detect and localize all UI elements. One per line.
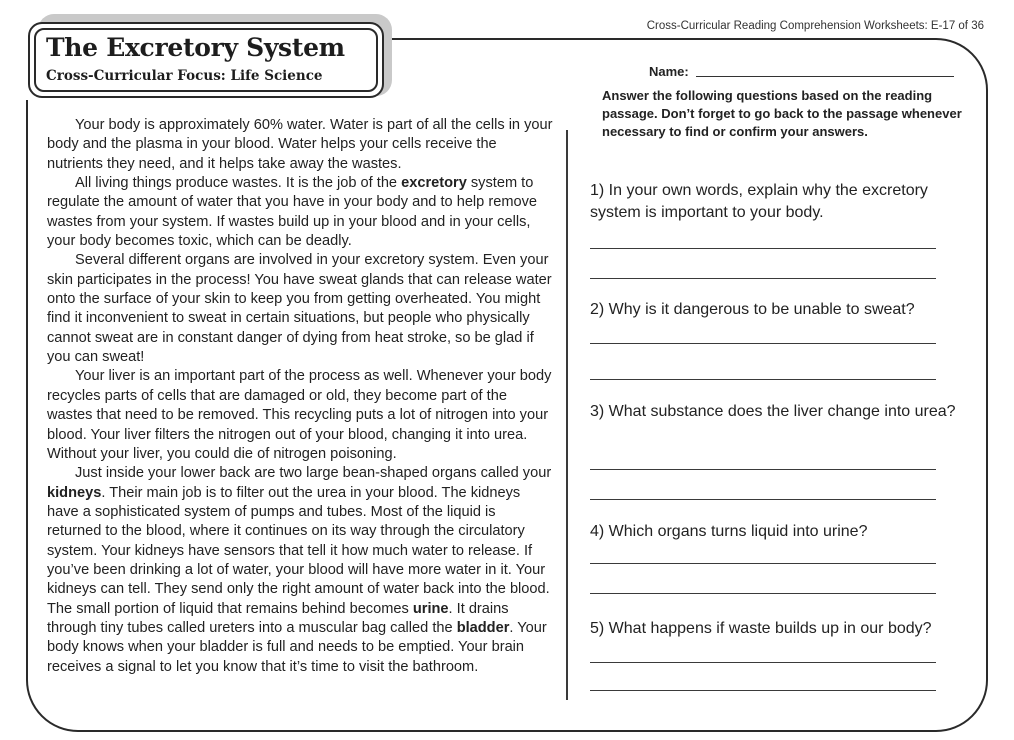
key-term: urine <box>412 600 449 617</box>
passage-paragraph: Your liver is an important part of the process as well. Whenever your body recycles parts of cells that are damaged or old, they become part of the wastes that need to be removed. This recycling puts a lot of nitrogen into your blood. Your liver filters the nitrogen out of your blood, changing it into urea. Without your liver, you could die of nitrogen poisoning. <box>47 368 552 462</box>
key-term: kidneys <box>47 484 102 501</box>
answer-line[interactable] <box>590 343 936 344</box>
question-2: 2) Why is it dangerous to be unable to sweat? <box>590 301 915 318</box>
passage-paragraph: All living things produce wastes. It is the job of the excretory system to regulate the amount of water that you have in your body and to help remove wastes from your system. If wastes build up in your blood and in your cells, your body becomes toxic, which can be deadly. <box>47 175 538 250</box>
column-divider <box>566 130 568 700</box>
instructions: Answer the following questions based on the reading passage. Don’t forget to go back to the passage whenever necessary to find or confirm your answers. <box>602 88 962 139</box>
name-field-line[interactable] <box>696 76 954 77</box>
name-label: Name: <box>649 64 689 79</box>
passage-paragraph: Just inside your lower back are two large bean-shaped organs called your kidneys. Their main job is to filter out the urea in your blood. The kidneys have a sophisticated system of pumps and tubes. Most of the liquid is returned to the blood, where it continues on its way through the circulatory system. Your kidneys have sensors that tell it how much water to release. If you’ve been drinking a lot of water, your blood will have more water in it. Your kidneys can tell. They send only the right amount of water back into the blood. The small portion of liquid that remains behind becomes urine. It drains through tiny tubes called ureters into a muscular bag called the bladder. Your body knows when your bladder is full and needs to be emptied. Your brain receives a signal to let you know that it’s time to visit the bathroom. <box>47 465 552 675</box>
answer-line[interactable] <box>590 499 936 500</box>
answer-line[interactable] <box>590 563 936 564</box>
answer-line[interactable] <box>590 278 936 279</box>
passage-paragraph: Your body is approximately 60% water. Water is part of all the cells in your body and the plasma in your blood. Water helps your cells receive the nutrients they need, and it helps take away the wastes. <box>47 117 553 172</box>
key-term: excretory <box>401 175 467 192</box>
question-1: 1) In your own words, explain why the excretory system is important to your body. <box>590 182 928 221</box>
passage-paragraph: Several different organs are involved in your excretory system. Even your skin participates in the process! You have sweat glands that can release water onto the surface of your skin to keep you from getting overheated. You might find it inconvenient to sweat in certain situations, but people who physically cannot sweat are in constant danger of dying from heat stroke, so be glad if you can sweat! <box>47 252 552 366</box>
page-title: The Excretory System <box>46 33 345 62</box>
answer-line[interactable] <box>590 248 936 249</box>
page-subtitle: Cross-Curricular Focus: Life Science <box>46 68 323 84</box>
answer-line[interactable] <box>590 690 936 691</box>
answer-line[interactable] <box>590 593 936 594</box>
question-5: 5) What happens if waste builds up in our body? <box>590 620 932 637</box>
question-4: 4) Which organs turns liquid into urine? <box>590 523 868 540</box>
answer-line[interactable] <box>590 662 936 663</box>
reading-passage <box>47 116 553 677</box>
worksheet-caption: Cross-Curricular Reading Comprehension Worksheets: E-17 of 36 <box>646 20 984 32</box>
answer-line[interactable] <box>590 469 936 470</box>
key-term: bladder <box>456 619 510 636</box>
answer-line[interactable] <box>590 379 936 380</box>
question-3: 3) What substance does the liver change into urea? <box>590 403 956 420</box>
